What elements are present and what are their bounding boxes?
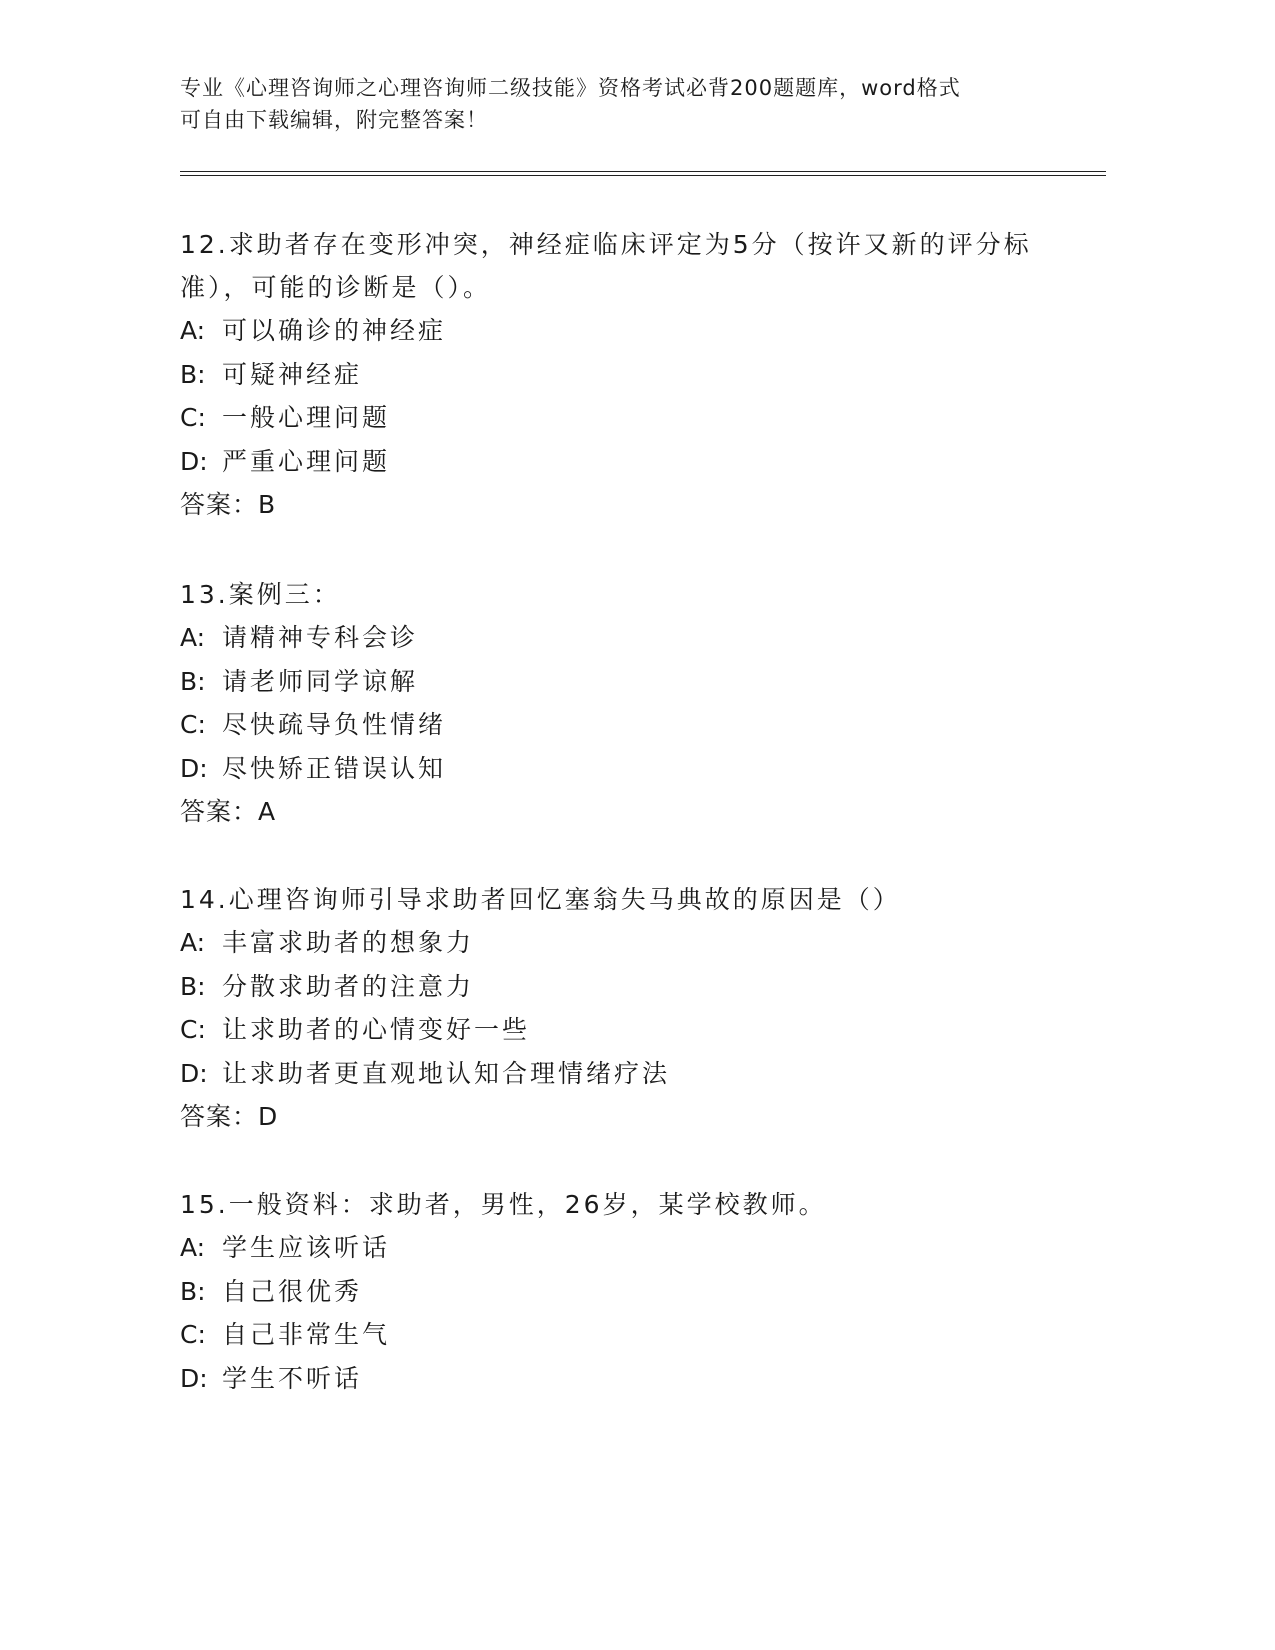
- option-text: 可疑神经症: [222, 359, 363, 389]
- question-15: [180, 1183, 1080, 1400]
- answer-label: 答案：: [180, 490, 259, 519]
- question-stem-line-2: 准），可能的诊断是（）。: [180, 273, 492, 302]
- option-letter: B:: [180, 971, 206, 1001]
- option-a: [180, 921, 1080, 965]
- option-text: 自己非常生气: [222, 1320, 391, 1349]
- question-13: [180, 573, 1080, 834]
- answer-value: B: [258, 490, 277, 519]
- header-divider-bottom: [180, 175, 1106, 176]
- option-d: [180, 440, 1080, 484]
- option-d: [180, 747, 1080, 791]
- document-header: [180, 72, 1080, 136]
- option-letter: C:: [180, 1015, 206, 1044]
- option-letter: B:: [180, 1276, 206, 1306]
- header-line-2: 可自由下载编辑，附完整答案！: [180, 108, 488, 132]
- answer-line: [180, 483, 1080, 527]
- option-letter: D:: [180, 446, 208, 476]
- option-text: 一般心理问题: [222, 403, 391, 432]
- option-text: 让求助者的心情变好一些: [222, 1015, 531, 1044]
- option-text: 请精神专科会诊: [222, 623, 419, 652]
- option-a: [180, 616, 1080, 660]
- option-text: 分散求助者的注意力: [222, 971, 475, 1001]
- question-stem: [180, 878, 1080, 921]
- answer-value: D: [258, 1102, 279, 1131]
- option-letter: D:: [180, 753, 208, 783]
- option-letter: A:: [180, 1233, 206, 1262]
- option-letter: B:: [180, 359, 206, 389]
- option-text: 丰富求助者的想象力: [222, 928, 475, 957]
- option-letter: C:: [180, 403, 206, 432]
- option-letter: A:: [180, 316, 206, 345]
- option-b: [180, 353, 1080, 397]
- question-14: [180, 878, 1080, 1139]
- option-d: [180, 1052, 1080, 1096]
- option-text: 尽快疏导负性情绪: [222, 710, 447, 739]
- option-b: [180, 660, 1080, 704]
- header-divider-top: [180, 171, 1106, 172]
- option-d: [180, 1357, 1080, 1401]
- question-stem-line-1: 14.心理咨询师引导求助者回忆塞翁失马典故的原因是（）: [180, 885, 901, 914]
- option-text: 学生应该听话: [222, 1233, 391, 1262]
- answer-label: 答案：: [180, 797, 259, 826]
- question-stem: [180, 1183, 1080, 1226]
- option-letter: C:: [180, 1320, 206, 1349]
- option-letter: C:: [180, 710, 206, 739]
- option-b: [180, 1270, 1080, 1314]
- option-letter: A:: [180, 623, 206, 652]
- answer-label: 答案：: [180, 1102, 259, 1131]
- answer-line: [180, 1095, 1080, 1139]
- option-text: 严重心理问题: [222, 446, 391, 476]
- option-c: [180, 703, 1080, 747]
- question-stem-line-1: 12.求助者存在变形冲突，神经症临床评定为5分（按许又新的评分标: [180, 230, 1032, 259]
- option-letter: B:: [180, 666, 206, 696]
- option-c: [180, 1008, 1080, 1052]
- option-b: [180, 965, 1080, 1009]
- option-letter: D:: [180, 1363, 208, 1393]
- option-text: 可以确诊的神经症: [222, 316, 447, 345]
- question-stem-line-1: 13.案例三：: [180, 580, 341, 609]
- option-letter: D:: [180, 1058, 208, 1088]
- option-text: 尽快矫正错误认知: [222, 753, 447, 783]
- question-stem-line-1: 15.一般资料：求助者，男性，26岁，某学校教师。: [180, 1190, 827, 1219]
- question-stem: [180, 223, 1080, 309]
- question-12: [180, 223, 1080, 527]
- header-line-1: 专业《心理咨询师之心理咨询师二级技能》资格考试必背200题题库，word格式: [180, 76, 961, 100]
- option-text: 让求助者更直观地认知合理情绪疗法: [222, 1058, 671, 1088]
- answer-line: [180, 790, 1080, 834]
- option-c: [180, 396, 1080, 440]
- option-text: 请老师同学谅解: [222, 666, 419, 696]
- question-stem: [180, 573, 1080, 616]
- option-text: 自己很优秀: [222, 1276, 363, 1306]
- option-c: [180, 1313, 1080, 1357]
- option-a: [180, 309, 1080, 353]
- option-letter: A:: [180, 928, 206, 957]
- option-text: 学生不听话: [222, 1363, 363, 1393]
- answer-value: A: [258, 797, 277, 826]
- option-a: [180, 1226, 1080, 1270]
